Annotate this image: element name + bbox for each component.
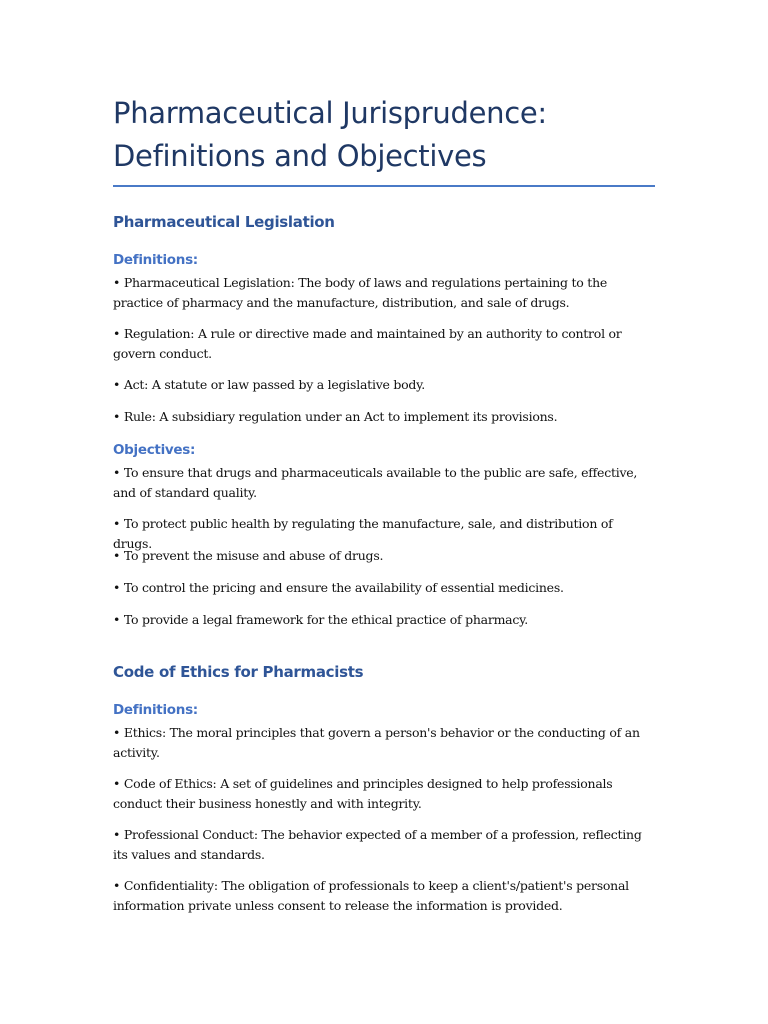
list-item: • To provide a legal framework for the ethical practice of pharmacy.: [113, 612, 528, 627]
document-title-line-2: Definitions and Objectives: [113, 139, 487, 173]
section-heading-code-of-ethics: Code of Ethics for Pharmacists: [113, 663, 364, 681]
list-item: • Pharmaceutical Legislation: The body of laws and regulations pertaining to the practice of pharmacy and the manufacture, distribution, and sale of drugs.: [113, 275, 608, 310]
list-item: • Regulation: A rule or directive made and maintained by an authority to control or govern conduct.: [113, 326, 622, 361]
document-title-line-1: Pharmaceutical Jurisprudence:: [113, 96, 547, 130]
list-item: • To ensure that drugs and pharmaceuticals available to the public are safe, effective, and of standard quality.: [113, 465, 638, 500]
list-item: • Ethics: The moral principles that govern a person's behavior or the conducting of an activity.: [113, 725, 640, 760]
list-item: • Confidentiality: The obligation of professionals to keep a client's/patient's personal information private unless consent to release the information is provided.: [113, 878, 629, 913]
list-item: • Act: A statute or law passed by a legislative body.: [113, 377, 426, 392]
document-title: [113, 92, 655, 187]
title-underline: [113, 185, 655, 187]
subheading-definitions: Definitions:: [113, 252, 198, 268]
subheading-definitions: Definitions:: [113, 702, 198, 718]
list-item: • To prevent the misuse and abuse of drugs.: [113, 548, 384, 563]
section-heading-pharmaceutical-legislation: Pharmaceutical Legislation: [113, 213, 335, 231]
subheading-objectives: Objectives:: [113, 442, 196, 458]
list-item: • To control the pricing and ensure the availability of essential medicines.: [113, 580, 564, 595]
list-item: • To protect public health by regulating the manufacture, sale, and distribution of drugs.: [113, 516, 613, 551]
list-item: • Rule: A subsidiary regulation under an Act to implement its provisions.: [113, 409, 558, 424]
list-item: • Professional Conduct: The behavior expected of a member of a profession, reflecting its values and standards.: [113, 827, 642, 862]
list-item: • Code of Ethics: A set of guidelines and principles designed to help professionals conduct their business honestly and with integrity.: [113, 776, 613, 811]
